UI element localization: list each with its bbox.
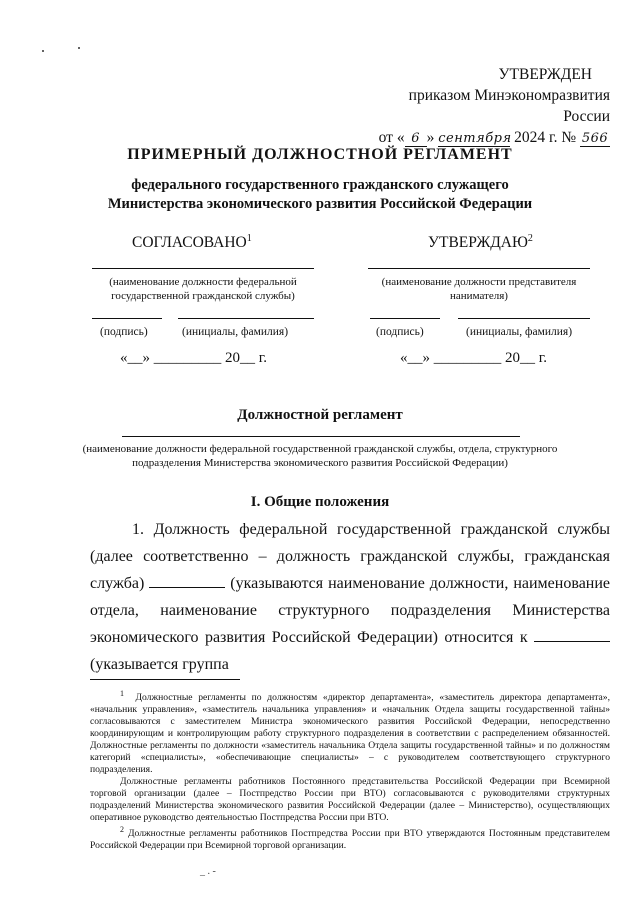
approve-initials-line bbox=[458, 318, 590, 319]
regulation-heading: Должностной регламент bbox=[237, 407, 403, 423]
footnote-1-text: Должностные регламенты по должностям «директор департамента», «заместитель директора департамента», «начальник управления», «заместитель начальника управления» и «начальник Отдела защиты государственной тайны» согласовываются с заместителем Министра экономического развития Российской Федерации, непосредственно координирующим и контролирующим работу структурного подразделения в соответствии с распределением обязанностей. Должностные регламенты по должности «заместитель начальника Отдела защиты государственной тайны» и по должностям категорий «специалисты», «обеспечивающие специалисты» – с руководителем соответствующего структурного подразделения. bbox=[90, 692, 610, 776]
paragraph-1 bbox=[90, 516, 610, 678]
agreed-initials-caption: (инициалы, фамилия) bbox=[182, 326, 289, 338]
approve-position-line bbox=[368, 268, 590, 269]
footnote-ref-1: 1 bbox=[246, 233, 252, 244]
footnote-ref-2: 2 bbox=[527, 233, 533, 244]
subtitle-line-2: Министерства экономического развития Российской Федерации bbox=[107, 196, 533, 212]
footnote-2 bbox=[90, 824, 610, 852]
footnote-1-mark: 1 bbox=[120, 689, 124, 698]
bottom-scan-mark: _ . - bbox=[200, 866, 216, 877]
regulation-caption: (наименование должности федеральной государственной гражданской службы, отдела, структурного подразделения Министерства экономического развития Российской Федерации) bbox=[82, 443, 558, 469]
paragraph-1-part-2: (указываются наименование должности, наименование отдела, наименование структурного подразделения Министерства экономического развития Российской Федерации) относится к bbox=[90, 575, 611, 646]
footnote-2-mark: 2 bbox=[120, 825, 124, 835]
month-handwritten: сентября bbox=[438, 131, 512, 146]
approve-initials-caption: (инициалы, фамилия) bbox=[466, 326, 573, 338]
order-date-line bbox=[360, 127, 610, 148]
agreed-signature-line bbox=[92, 318, 162, 319]
approve-heading-text: УТВЕРЖДАЮ bbox=[428, 234, 528, 252]
date-prefix: от « bbox=[378, 129, 405, 146]
agreed-signature-caption: (подпись) bbox=[100, 326, 148, 338]
regulation-position-line bbox=[122, 436, 520, 437]
approve-position-caption: (наименование должности представителя нанимателя) bbox=[381, 276, 577, 302]
agreed-initials-line bbox=[178, 318, 314, 319]
agreed-date-line: «__» _________ 20__ г. bbox=[120, 350, 267, 366]
agreed-heading-text: СОГЛАСОВАНО bbox=[132, 234, 247, 252]
document-subtitle bbox=[80, 176, 560, 214]
date-mid: » bbox=[426, 129, 435, 146]
approve-signature-caption: (подпись) bbox=[376, 326, 424, 338]
approved-label: УТВЕРЖДЕН bbox=[498, 66, 592, 83]
order-number-handwritten: 566 bbox=[581, 131, 609, 146]
order-line: приказом Минэкономразвития России bbox=[408, 87, 610, 125]
footnote-separator bbox=[90, 679, 240, 680]
agreed-position-line bbox=[92, 268, 314, 269]
paragraph-1-part-1: 1. Должность федеральной государственной гражданской службы (далее соответственно – должность гражданской службы, гражданская служба) bbox=[90, 521, 610, 592]
group-blank-line bbox=[534, 629, 610, 642]
approve-signature-line bbox=[370, 318, 440, 319]
footnote-1 bbox=[90, 688, 610, 776]
subtitle-line-1: федерального государственного гражданского служащего bbox=[131, 177, 509, 193]
approval-stamp bbox=[360, 64, 610, 148]
day-handwritten: 6 bbox=[405, 132, 427, 147]
year-text: 2024 г. № bbox=[514, 129, 577, 146]
position-blank-line bbox=[149, 575, 225, 588]
footnotes bbox=[90, 688, 610, 852]
section-heading: I. Общие положения bbox=[250, 494, 390, 510]
footnote-1-paragraph-2: Должностные регламенты работников Постоянного представительства Российской Федерации при Всемирной торговой организации (далее – Постпредство России при ВТО) согласовываются с руководителями структурных подразделений Министерства экономического развития Российской Федерации (далее – Министерство), осуществляющих оперативное руководство деятельностью Постпредства России при ВТО. bbox=[90, 776, 610, 824]
scan-speck bbox=[42, 50, 44, 52]
agreed-heading bbox=[132, 233, 252, 252]
agreed-position-caption: (наименование должности федеральной государственной гражданской службы) bbox=[109, 276, 297, 302]
approve-heading bbox=[428, 233, 533, 252]
footnote-2-text: Должностные регламенты работников Постпредства России при ВТО утверждаются Постоянным представителем Российской Федерации при Всемирной торговой организации. bbox=[90, 828, 610, 852]
scan-speck bbox=[78, 47, 80, 49]
approve-date-line: «__» _________ 20__ г. bbox=[400, 350, 547, 366]
paragraph-1-part-3: (указывается группа bbox=[90, 656, 229, 673]
page-title: ПРИМЕРНЫЙ ДОЛЖНОСТНОЙ РЕГЛАМЕНТ bbox=[127, 146, 513, 163]
